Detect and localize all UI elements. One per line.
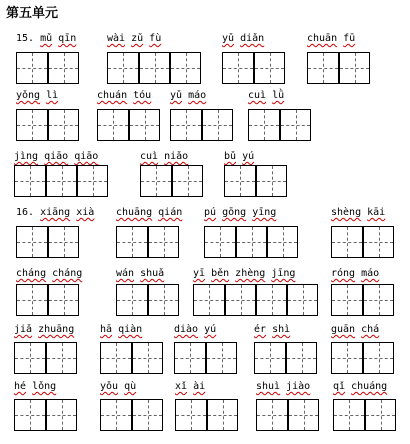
pinyin-syllable: yǔ (170, 90, 183, 101)
pinyin-syllable: qǐ (333, 381, 346, 392)
pinyin-syllable: qiàn (118, 324, 143, 335)
writing-grid[interactable] (224, 165, 287, 197)
writing-grid[interactable] (14, 399, 77, 431)
writing-cell[interactable] (193, 284, 225, 316)
writing-cell[interactable] (16, 226, 48, 258)
pinyin-syllable: lǒng (32, 381, 57, 392)
pinyin-label (333, 381, 387, 393)
writing-grid[interactable] (175, 399, 238, 431)
writing-cell[interactable] (116, 226, 148, 258)
pinyin-syllable: yǒu (100, 381, 119, 392)
pinyin-label (14, 324, 74, 336)
pinyin-syllable: jīng (271, 268, 296, 279)
pinyin-label (16, 90, 58, 102)
pinyin-label (14, 381, 56, 393)
pinyin-syllable: diào (174, 324, 199, 335)
pinyin-syllable: niǎo (164, 151, 189, 162)
pinyin-syllable: máo (188, 90, 207, 101)
writing-cell[interactable] (147, 284, 179, 316)
pinyin-syllable: lǜ (272, 90, 285, 101)
writing-grid[interactable] (204, 226, 298, 258)
pinyin-syllable: yǒng (16, 90, 41, 101)
writing-grid[interactable] (307, 52, 370, 84)
writing-grid[interactable] (254, 342, 317, 374)
writing-cell[interactable] (204, 226, 236, 258)
pinyin-label (174, 324, 216, 336)
pinyin-syllable: běn (211, 268, 230, 279)
pinyin-syllable: xǐ (175, 381, 188, 392)
writing-grid[interactable] (116, 284, 179, 316)
pinyin-syllable: fù (149, 33, 162, 44)
writing-cell[interactable] (266, 226, 298, 258)
writing-cell[interactable] (331, 342, 363, 374)
writing-grid[interactable] (140, 165, 203, 197)
writing-cell[interactable] (128, 109, 160, 141)
pinyin-syllable: lì (46, 90, 59, 101)
writing-cell[interactable] (224, 284, 256, 316)
pinyin-syllable: xià (76, 207, 95, 218)
writing-cell[interactable] (45, 165, 77, 197)
writing-cell[interactable] (47, 284, 79, 316)
writing-cell[interactable] (47, 52, 79, 84)
pinyin-syllable: yīng (252, 207, 277, 218)
writing-cell[interactable] (201, 109, 233, 141)
writing-grid[interactable] (16, 226, 79, 258)
pinyin-label (16, 268, 82, 280)
writing-cell[interactable] (222, 52, 254, 84)
writing-cell[interactable] (224, 165, 256, 197)
writing-cell[interactable] (100, 342, 132, 374)
pinyin-syllable: cháng (16, 268, 47, 279)
writing-cell[interactable] (76, 165, 108, 197)
pinyin-label (107, 33, 161, 45)
pinyin-syllable: chá (361, 324, 380, 335)
pinyin-label (331, 268, 379, 280)
writing-cell[interactable] (131, 342, 163, 374)
writing-cell[interactable] (14, 342, 46, 374)
pinyin-label (224, 151, 254, 163)
pinyin-syllable: yī (193, 268, 206, 279)
pinyin-syllable: máo (361, 268, 380, 279)
pinyin-label (204, 207, 276, 219)
pinyin-syllable: qiāo (74, 151, 99, 162)
pinyin-syllable: qù (124, 381, 137, 392)
pinyin-syllable: shì (272, 324, 291, 335)
writing-cell[interactable] (174, 342, 206, 374)
pinyin-syllable: yú (242, 151, 255, 162)
pinyin-syllable: jiǎ (14, 324, 33, 335)
writing-grid[interactable] (256, 399, 319, 431)
pinyin-syllable: wài (107, 33, 126, 44)
writing-cell[interactable] (45, 342, 77, 374)
pinyin-syllable: qīn (58, 33, 77, 44)
writing-cell[interactable] (147, 226, 179, 258)
pinyin-syllable: ér (254, 324, 267, 335)
writing-grid[interactable] (331, 226, 394, 258)
writing-cell[interactable] (16, 52, 48, 84)
writing-cell[interactable] (14, 399, 46, 431)
pinyin-label (16, 207, 94, 219)
writing-grid[interactable] (16, 52, 79, 84)
writing-cell[interactable] (97, 109, 129, 141)
pinyin-label (97, 90, 151, 102)
writing-grid[interactable] (333, 399, 396, 431)
pinyin-syllable: gōng (222, 207, 247, 218)
pinyin-syllable: jiào (286, 381, 311, 392)
pinyin-syllable: yǔ (222, 33, 235, 44)
pinyin-label (16, 33, 76, 45)
writing-cell[interactable] (338, 52, 370, 84)
pinyin-syllable: qián (158, 207, 183, 218)
writing-cell[interactable] (331, 284, 363, 316)
writing-grid[interactable] (97, 109, 160, 141)
writing-cell[interactable] (131, 399, 163, 431)
pinyin-label (331, 207, 385, 219)
pinyin-label (193, 268, 295, 280)
pinyin-label (140, 151, 188, 163)
pinyin-syllable: róng (331, 268, 356, 279)
writing-cell[interactable] (170, 109, 202, 141)
pinyin-label (170, 90, 206, 102)
pinyin-syllable: cuì (140, 151, 159, 162)
writing-cell[interactable] (169, 52, 201, 84)
writing-cell[interactable] (285, 342, 317, 374)
writing-grid[interactable] (174, 342, 237, 374)
writing-cell[interactable] (171, 165, 203, 197)
pinyin-syllable: shuǎ (140, 268, 165, 279)
writing-grid[interactable] (100, 399, 163, 431)
writing-grid[interactable] (16, 109, 79, 141)
writing-cell[interactable] (175, 399, 207, 431)
writing-grid[interactable] (193, 284, 318, 316)
writing-cell[interactable] (100, 399, 132, 431)
writing-cell[interactable] (255, 165, 287, 197)
writing-grid[interactable] (248, 109, 311, 141)
writing-cell[interactable] (116, 284, 148, 316)
writing-cell[interactable] (287, 399, 319, 431)
writing-cell[interactable] (16, 109, 48, 141)
pinyin-syllable: chuān (307, 33, 338, 44)
writing-grid[interactable] (16, 284, 79, 316)
pinyin-syllable: chuāng (116, 207, 153, 218)
pinyin-syllable: hā (100, 324, 113, 335)
pinyin-syllable: chuán (97, 90, 128, 101)
writing-cell[interactable] (333, 399, 365, 431)
pinyin-syllable: ài (193, 381, 206, 392)
pinyin-syllable: diǎn (240, 33, 265, 44)
pinyin-label (256, 381, 310, 393)
writing-grid[interactable] (14, 165, 108, 197)
writing-cell[interactable] (255, 284, 287, 316)
writing-cell[interactable] (307, 52, 339, 84)
writing-cell[interactable] (286, 284, 318, 316)
writing-cell[interactable] (364, 399, 396, 431)
pinyin-syllable: guān (331, 324, 356, 335)
writing-cell[interactable] (47, 109, 79, 141)
pinyin-syllable: yú (204, 324, 217, 335)
pinyin-syllable: xiāng (40, 207, 71, 218)
writing-cell[interactable] (331, 226, 363, 258)
writing-grid[interactable] (107, 52, 201, 84)
pinyin-syllable: tóu (133, 90, 152, 101)
writing-grid[interactable] (222, 52, 285, 84)
pinyin-syllable: chuáng (351, 381, 388, 392)
pinyin-syllable: qiāo (44, 151, 69, 162)
pinyin-syllable: mǔ (40, 33, 53, 44)
item-number: 16. (16, 207, 41, 218)
writing-cell[interactable] (362, 226, 394, 258)
writing-cell[interactable] (279, 109, 311, 141)
writing-cell[interactable] (14, 165, 46, 197)
writing-cell[interactable] (47, 226, 79, 258)
pinyin-label (331, 324, 379, 336)
writing-cell[interactable] (206, 399, 238, 431)
writing-cell[interactable] (16, 284, 48, 316)
pinyin-label (14, 151, 98, 163)
writing-cell[interactable] (140, 165, 172, 197)
writing-cell[interactable] (107, 52, 139, 84)
pinyin-label (222, 33, 264, 45)
writing-cell[interactable] (205, 342, 237, 374)
writing-grid[interactable] (100, 342, 163, 374)
writing-cell[interactable] (45, 399, 77, 431)
pinyin-label (175, 381, 205, 393)
pinyin-syllable: kāi (367, 207, 386, 218)
writing-grid[interactable] (331, 284, 394, 316)
pinyin-syllable: jìng (14, 151, 39, 162)
writing-cell[interactable] (138, 52, 170, 84)
pinyin-syllable: zhuāng (38, 324, 75, 335)
pinyin-label (100, 381, 136, 393)
pinyin-syllable: shèng (331, 207, 362, 218)
writing-grid[interactable] (14, 342, 77, 374)
pinyin-syllable: pú (204, 207, 217, 218)
pinyin-syllable: fū (343, 33, 356, 44)
writing-cell[interactable] (362, 284, 394, 316)
writing-cell[interactable] (362, 342, 394, 374)
pinyin-syllable: shuì (256, 381, 281, 392)
pinyin-syllable: zhèng (235, 268, 266, 279)
pinyin-label (116, 207, 182, 219)
unit-title: 第五单元 (6, 6, 59, 21)
writing-cell[interactable] (253, 52, 285, 84)
writing-grid[interactable] (170, 109, 233, 141)
pinyin-syllable: wán (116, 268, 135, 279)
writing-grid[interactable] (331, 342, 394, 374)
pinyin-syllable: cuì (248, 90, 267, 101)
pinyin-syllable: bǔ (224, 151, 237, 162)
pinyin-label (100, 324, 142, 336)
pinyin-label (116, 268, 164, 280)
pinyin-syllable: hé (14, 381, 27, 392)
pinyin-label (248, 90, 284, 102)
item-number: 15. (16, 33, 41, 44)
pinyin-label (254, 324, 290, 336)
writing-cell[interactable] (235, 226, 267, 258)
pinyin-label (307, 33, 355, 45)
writing-cell[interactable] (254, 342, 286, 374)
pinyin-syllable: zǔ (131, 33, 144, 44)
writing-grid[interactable] (116, 226, 179, 258)
writing-cell[interactable] (248, 109, 280, 141)
pinyin-syllable: cháng (52, 268, 83, 279)
writing-cell[interactable] (256, 399, 288, 431)
